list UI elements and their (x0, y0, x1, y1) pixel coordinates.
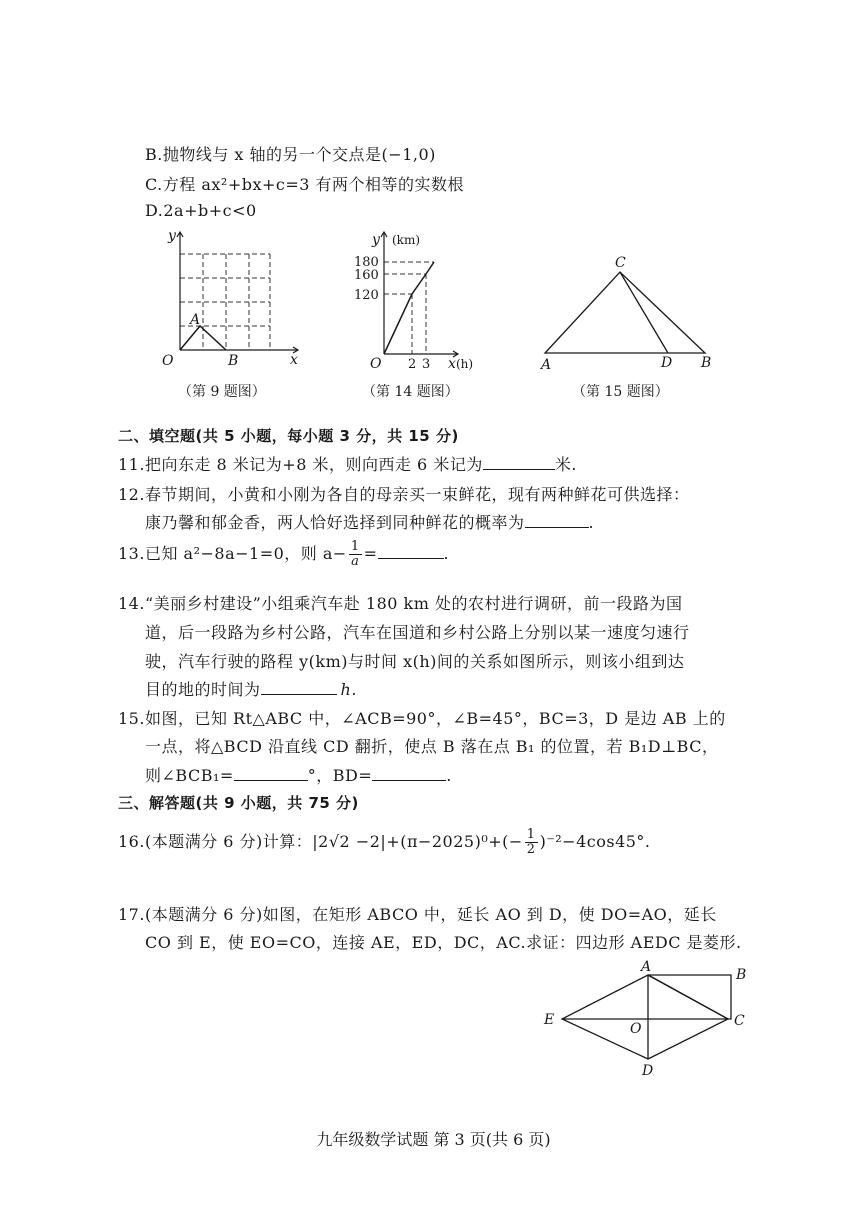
question-16-frac-den: 2 (526, 842, 536, 857)
figure-15 (535, 250, 725, 375)
figure-17-rhombus (562, 975, 728, 1059)
figure-14-x-label: x (448, 356, 456, 372)
figure-15-point-b: B (701, 355, 712, 371)
figure-15-point-a: A (541, 357, 552, 373)
figure-14-y-label: y (372, 232, 380, 248)
figure-14-guides (384, 262, 434, 354)
figure-14-caption: （第 14 题图） (362, 384, 459, 400)
question-14-line-3: 驶，汽车行驶的路程 y(km)与时间 x(h)间的关系如图所示，则该小组到达 (145, 652, 685, 671)
q10-option-b: B.抛物线与 x 轴的另一个交点是(−1,0) (145, 145, 436, 164)
figure-17 (538, 955, 758, 1080)
figure-14-xtick-3: 3 (422, 357, 431, 372)
question-16 (118, 828, 651, 857)
figure-17-point-e: E (544, 1012, 555, 1028)
question-13 (118, 540, 449, 569)
figure-15-triangle (545, 272, 705, 353)
question-17-line-1: 17.(本题满分 6 分)如图，在矩形 ABCO 中，延长 AO 到 D，使 DO=AO，延长 (118, 905, 717, 924)
question-14-line-2: 道，后一段路为乡村公路，汽车在国道和乡村公路上分别以某一速度匀速行 (145, 623, 690, 642)
figure-14-y-unit: (km) (392, 233, 421, 247)
question-13-frac-num: 1 (350, 539, 360, 554)
figure-9-point-b: B (228, 353, 239, 369)
figure-9 (150, 222, 310, 372)
figure-9-origin: O (162, 353, 174, 369)
figure-9-y-label: y (168, 228, 176, 244)
question-13-answer-blank[interactable] (378, 544, 444, 559)
figure-9-caption: （第 9 题图） (178, 384, 266, 400)
figure-17-point-b: B (736, 967, 747, 983)
question-13-suffix: . (443, 544, 450, 563)
q10-option-d: D.2a+b+c<0 (145, 201, 257, 220)
question-11-suffix: 米. (554, 455, 577, 474)
figure-17-segment-ac (648, 975, 728, 1019)
question-17-line-2: CO 到 E，使 EO=CO，连接 AE，ED，DC，AC.求证：四边形 AEDC 是菱形. (145, 933, 742, 952)
question-15-line-3 (145, 763, 452, 786)
question-11-answer-blank[interactable] (483, 455, 555, 470)
figure-14-ytick-180: 180 (354, 255, 379, 270)
figure-14-ytick-120: 120 (354, 288, 379, 303)
figure-17-point-c: C (734, 1013, 745, 1029)
question-14-answer-blank[interactable] (261, 680, 337, 695)
figure-15-caption: （第 15 题图） (572, 384, 669, 400)
question-13-frac-den: a (351, 554, 360, 569)
question-16-prefix: 16.(本题满分 6 分)计算：|2√2 −2|+(π−2025)⁰+(− (118, 832, 523, 851)
figure-9-x-label: x (290, 352, 298, 368)
question-15-bd-label: °，BD= (307, 766, 373, 785)
question-12-line-2 (145, 510, 594, 533)
question-12-line-1: 12.春节期间，小黄和小刚为各自的母亲买一束鲜花，现有两种鲜花可供选择： (118, 485, 690, 504)
figure-17-point-a: A (641, 959, 652, 975)
question-13-fraction (349, 540, 362, 569)
question-15-bd-blank[interactable] (372, 766, 446, 781)
question-15-suffix: . (446, 766, 452, 785)
question-11 (118, 452, 577, 475)
question-15-angle-blank[interactable] (234, 766, 308, 781)
question-12-text: 康乃馨和郁金香，两人恰好选择到同种鲜花的概率为 (145, 513, 525, 532)
question-11-text: 11.把向东走 8 米记为+8 米，则向西走 6 米记为 (118, 455, 483, 474)
figure-14-x-unit: (h) (456, 357, 474, 371)
section-3-heading: 三、解答题(共 9 小题，共 75 分) (118, 794, 359, 812)
figure-14-xtick-2: 2 (408, 357, 417, 372)
question-13-equals: = (363, 544, 378, 563)
page-footer: 九年级数学试题 第 3 页(共 6 页) (316, 1130, 551, 1149)
question-14-suffix: h. (340, 680, 357, 699)
figure-9-grid (180, 254, 270, 350)
figure-17-point-d: D (642, 1063, 654, 1079)
question-14-line-4 (145, 677, 357, 700)
question-16-frac-num: 1 (526, 827, 536, 842)
figure-15-point-c: C (615, 255, 626, 271)
question-14-line-1: 14.“美丽乡村建设”小组乘汽车赴 180 km 处的农村进行调研，前一段路为国 (118, 594, 683, 613)
question-12-answer-blank[interactable] (525, 513, 589, 528)
question-16-suffix: )⁻²−4cos45°. (539, 832, 651, 851)
question-15-line-2: 一点，将△BCD 沿直线 CD 翻折，使点 B 落在点 B₁ 的位置，若 B₁D⊥BC， (145, 737, 719, 756)
question-12-suffix: . (588, 513, 595, 532)
figure-14-ytick-160: 160 (354, 268, 379, 283)
question-14-text: 目的地的时间为 (145, 680, 261, 699)
question-13-prefix: 13.已知 a²−8a−1=0，则 a− (118, 544, 347, 563)
question-16-fraction (525, 828, 538, 857)
section-2-heading: 二、填空题(共 5 小题，每小题 3 分，共 15 分) (118, 427, 459, 445)
question-15-angle-label: 则∠BCB₁= (145, 766, 234, 785)
question-15-line-1: 15.如图，已知 Rt△ABC 中，∠ACB=90°，∠B=45°，BC=3，D 是边 AB 上的 (118, 709, 726, 728)
figure-14-origin: O (370, 356, 382, 372)
q10-option-c: C.方程 ax²+bx+c=3 有两个相等的实数根 (145, 175, 465, 194)
figure-14 (348, 222, 488, 372)
figure-15-point-d: D (661, 355, 673, 371)
figure-17-point-o: O (630, 1021, 642, 1037)
figure-9-point-a: A (190, 312, 201, 328)
figure-15-segment-cd (620, 272, 668, 353)
